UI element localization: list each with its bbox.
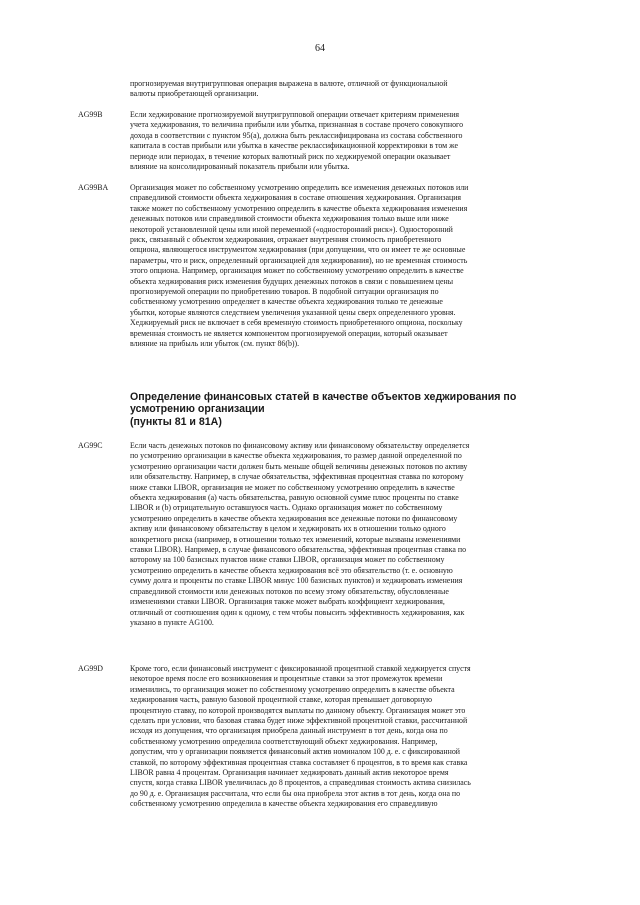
- paragraph-id: AG99B: [78, 110, 103, 119]
- paragraph-text: Если хеджирование прогнозируемой внутригрупповой операции отвечает критериям применения учета хеджирования, то величина прибыли или убытка, признанная в составе прочего совокупного дохода в соответствии с пунктом 95(а), должна быть реклассифицирована из состава собственного капитала в состав прибыли или убытка в качестве реклассификационной корректировки в том же периоде или периодах, в течение которых валютный риск по хеджируемой операции оказывает влияние на консолидированный показатель прибыли или убытка.: [130, 110, 464, 172]
- section-heading: Определение финансовых статей в качестве объектов хеджирования по усмотрению организации (пункты 81 и 81А): [130, 391, 517, 428]
- paragraph-ag99b: [78, 110, 572, 172]
- paragraph-id: AG99C: [78, 441, 103, 450]
- paragraph-ag99c: [78, 441, 572, 628]
- paragraph-text: Если часть денежных потоков по финансовому активу или финансовому обязательству определяется по усмотрению организации в качестве объекта хеджирования, то размер данной определенной по усмотрению организации части должен быть меньше общей величины денежных потоков по активу или обязательству. Например, в случае обязательства, эффективная процентная ставка по которому ниже ставки LIBOR, организация не может по собственному усмотрению определить в качестве объекта хеджирования (а) часть обязательства, равную основной сумме плюс проценты по ставке LIBOR и (b) отрицательную оставшуюся часть. Однако организация может по собственному усмотрению определить в качестве объекта хеджирования все денежные потоки по финансовому активу или финансовому обязательству в целом и хеджировать их в отношении только одного конкретного риска (например, в отношении только тех изменений, которые вызваны изменениями ставки LIBOR). Например, в случае финансового обязательства, эффективная процентная ставка по которому на 100 базисных пунктов ниже ставки LIBOR, организация может по собственному усмотрению определить в качестве объекта хеджирования всё это обязательство (т. е. основную сумму долга и проценты по ставке LIBOR минус 100 базисных пунктов) и хеджировать изменения справедливой стоимости или денежных потоков по всему этому обязательству, обусловленные изменениями ставки LIBOR. Организация также может выбрать коэффициент хеджирования, отличный от соотношения один к одному, с тем чтобы повысить эффективность хеджирования, как указано в пункте AG100.: [130, 441, 470, 627]
- paragraph-text: Кроме того, если финансовый инструмент с фиксированной процентной ставкой хеджируется спустя некоторое время после его возникновения и процентные ставки за этот промежуток времени изменились, то организация может по собственному усмотрению определить в качестве объекта хеджирования часть, равную базовой процентной ставке, которая превышает договорную процентную ставку, по которой производятся выплаты по данному объекту. Организация может это сделать при условии, что базовая ставка будет ниже эффективной процентной ставки, рассчитанной исходя из допущения, что организация приобрела данный инструмент в тот день, когда она по собственному усмотрению определила соответствующий объект хеджирования. Например, допустим, что у организации появляется финансовый актив номиналом 100 д. е. с фиксированной ставкой, по которому эффективная процентная ставка составляет 6 процентов, в то время как ставка LIBOR равна 4 процентам. Организация начинает хеджировать данный актив некоторое время спустя, когда ставка LIBOR увеличилась до 8 процентов, а справедливая стоимость актива снизилась до 90 д. е. Организация рассчитала, что если бы она приобрела этот актив в тот день, когда она по собственному усмотрению определила в качестве объекта хеджирования его справедливую: [130, 664, 471, 809]
- paragraph-text: Организация может по собственному усмотрению определить все изменения денежных потоков или справедливой стоимости объекта хеджирования в составе отношения хеджирования. Организация также может по собственному усмотрению определить в качестве объекта хеджирования изменения денежных потоков или справедливой стоимости объекта хеджирования только выше или ниже некоторой установленной цены или иной переменной («односторонний риск»). Односторонний риск, связанный с объектом хеджирования, отражает внутренняя стоимость приобретенного опциона, являющегося инструментом хеджирования (при допущении, что он имеет те же основные параметры, что и риск, определенный организацией для хеджирования), но не временна́я стоимость этого опциона. Например, организация может по собственному усмотрению определить в качестве объекта хеджирования риск изменения будущих денежных потоков в связи с повышением цены прогнозируемой операции по приобретению товаров. В подобной ситуации организация по собственному усмотрению определяет в качестве объекта хеджирования только те денежные убытки, которые являются следствием увеличения указанной цены сверх определенного уровня. Хеджируемый риск не включает в себя временну́ю стоимость приобретенного опциона, поскольку временна́я стоимость не является компонентом прогнозируемой операции, который оказывает влияние на прибыль или убыток (см. пункт 86(b)).: [130, 183, 469, 349]
- paragraph-id: AG99BA: [78, 183, 109, 192]
- continuation-text: прогнозируемая внутригрупповая операция выражена в валюте, отличной от функциональной валюты приобретающей организации.: [130, 79, 448, 99]
- page-number: 64: [315, 43, 325, 54]
- paragraph-ag99d: [78, 664, 572, 810]
- paragraph-id: AG99D: [78, 664, 103, 673]
- paragraph-ag99ba: [78, 183, 572, 350]
